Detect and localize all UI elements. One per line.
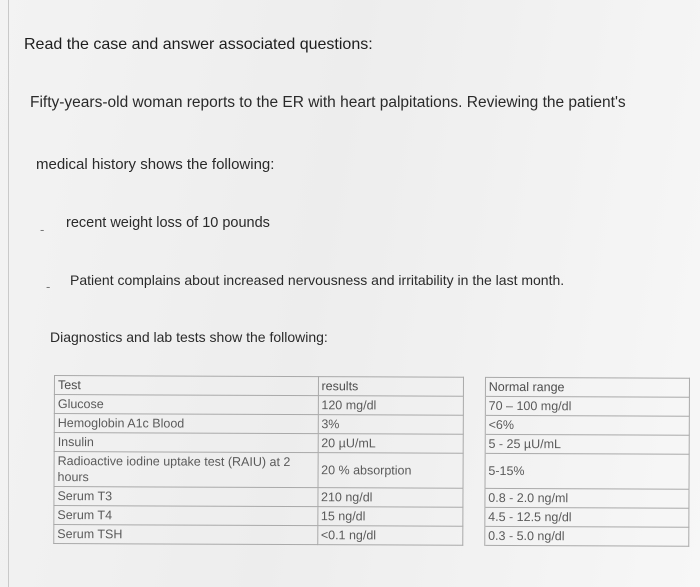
spacer-cell (464, 377, 486, 396)
history-item-nervousness: Patient complains about increased nervousness and irritability in the last month. (70, 272, 565, 288)
cell-normal: 70 – 100 mg/dl (485, 396, 689, 416)
cell-normal: 5-15% (485, 453, 689, 489)
header-results: results (318, 377, 464, 397)
bullet-marker: - (46, 279, 51, 294)
case-intro: Fifty-years-old woman reports to the ER with heart palpitations. Reviewing the patient's (30, 94, 626, 111)
cell-result: <0.1 ng/dl (317, 526, 463, 546)
table-row (54, 525, 689, 547)
cell-test: Hemoglobin A1c Blood (54, 414, 318, 434)
cell-result: 20 % absorption (318, 453, 464, 489)
cell-result: 120 mg/dl (318, 396, 464, 416)
spacer-cell (463, 415, 485, 434)
spacer-cell (463, 434, 485, 453)
spacer-cell (463, 453, 485, 488)
cell-test: Serum T3 (54, 487, 318, 507)
lab-results-table (53, 375, 690, 547)
cell-normal: 4.5 - 12.5 ng/dl (485, 507, 689, 527)
cell-normal: 5 - 25 µU/mL (485, 434, 689, 454)
table-row (54, 452, 689, 490)
page-heading: Read the case and answer associated questions: (24, 36, 373, 53)
cell-normal: <6% (485, 415, 689, 435)
cell-test: Serum T4 (54, 506, 318, 526)
cell-test: Insulin (54, 433, 318, 453)
history-item-weight-loss: recent weight loss of 10 pounds (66, 215, 270, 231)
header-normal-range: Normal range (485, 377, 689, 397)
cell-normal: 0.8 - 2.0 ng/ml (485, 488, 689, 508)
spacer-cell (463, 488, 485, 507)
cell-result: 20 µU/mL (318, 434, 464, 454)
spacer-cell (463, 507, 485, 526)
spacer-cell (463, 396, 485, 415)
bullet-marker: - (40, 222, 45, 237)
cell-result: 210 ng/dl (317, 488, 463, 508)
cell-test: Glucose (54, 395, 318, 415)
cell-result: 15 ng/dl (317, 507, 463, 527)
case-intro-continued: medical history shows the following: (36, 156, 275, 173)
cell-normal: 0.3 - 5.0 ng/dl (485, 526, 689, 546)
cell-result: 3% (318, 415, 464, 435)
page-border (8, 0, 9, 587)
diagnostics-heading: Diagnostics and lab tests show the following: (50, 329, 328, 345)
cell-test: Serum TSH (54, 525, 318, 545)
cell-test: Radioactive iodine uptake test (RAIU) at 2 hours (54, 452, 318, 488)
spacer-cell (463, 526, 485, 545)
header-test: Test (54, 376, 318, 396)
